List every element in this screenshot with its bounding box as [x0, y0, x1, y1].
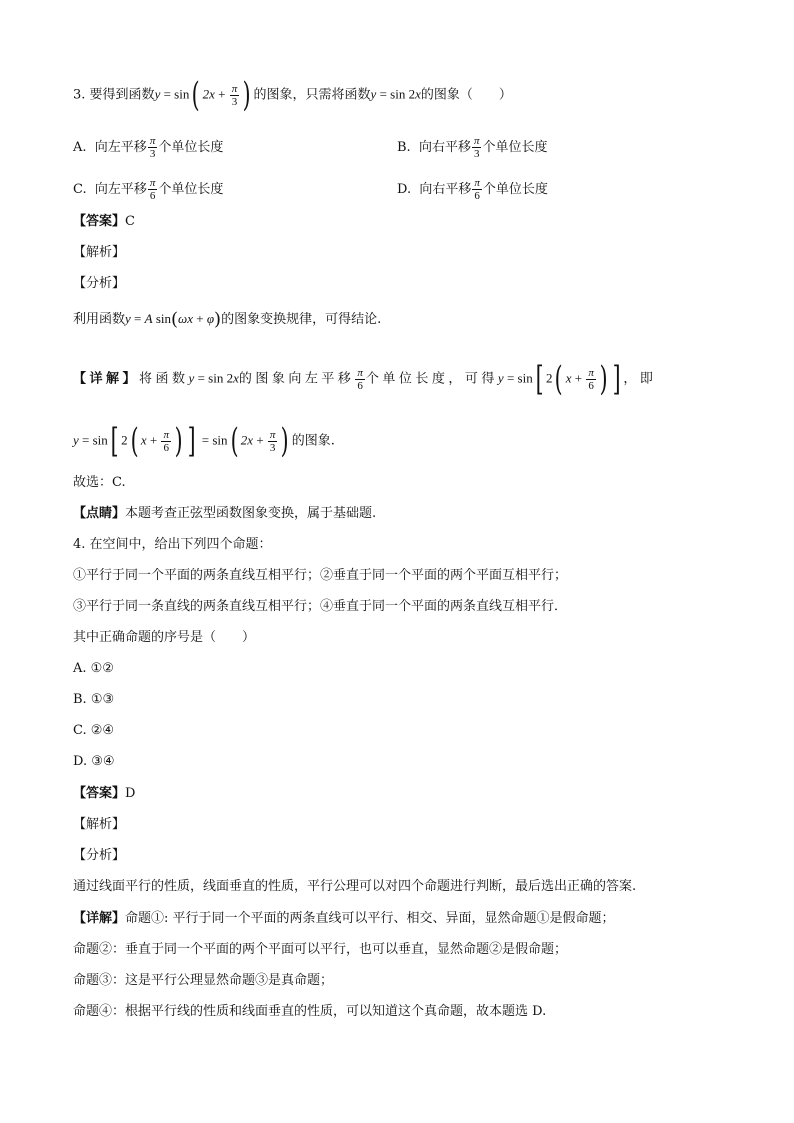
q4-fenxi-tag: 【分析】 [73, 848, 126, 863]
q3-number: 3. [73, 87, 86, 103]
q3-detail-line1: 【详解】将函数y = sin 2x的图象向左平移 $\frac{\pi}{6}$ 个单位长度，可得y = sin[ 2( x + $\frac{\pi}{6}$ ) ] ，即 [73, 359, 657, 399]
q3-target-function: y [154, 86, 161, 102]
q4-line1: ①平行于同一个平面的两条直线互相平行；②垂直于同一个平面的两个平面互相平行； [73, 568, 568, 583]
q3-choose: 故选：C. [73, 475, 126, 490]
q3-option-b: B. 向右平移 $\frac{\pi}{3}$ 个单位长度 [397, 135, 548, 160]
q4-detail2: 命题②：垂直于同一个平面的两个平面可以平行，也可以垂直，显然命题②是假命题； [73, 942, 568, 957]
q4-option-a: A. ①② [73, 661, 114, 676]
q4-question: 其中正确命题的序号是（ ） [73, 630, 256, 645]
q4-detail1: 【详解】命题①: 平行于同一个平面的两条直线可以平行、相交、异面，显然命题①是假命题； [73, 911, 615, 926]
q3-stem-a: 要得到函数 [89, 87, 155, 103]
q4-option-c: C. ②④ [73, 723, 115, 738]
q3-option-a: A. 向左平移 $\frac{\pi}{3}$ 个单位长度 [73, 135, 224, 160]
q4-option-d: D. ③④ [73, 754, 115, 769]
q4-analysis-tag: 【解析】 [73, 817, 126, 832]
q3-option-c: C. 向左平移 $\frac{\pi}{6}$ 个单位长度 [73, 177, 224, 202]
q4-answer: 【答案】D [73, 786, 136, 801]
q3-stem-c: 的图象（ ） [420, 87, 512, 103]
q4-detail3: 命题③：这是平行公理显然命题③是真命题； [73, 973, 334, 988]
q4-fenxi: 通过线面平行的性质，线面垂直的性质，平行公理可以对四个命题进行判断，最后选出正确的答案. [73, 879, 637, 894]
q3-comment: 【点睛】本题考查正弦型函数图象变换，属于基础题. [73, 506, 377, 521]
q4-option-b: B. ①③ [73, 692, 115, 707]
q4-line2: ③平行于同一条直线的两条直线互相平行；④垂直于同一个平面的两条直线互相平行． [73, 599, 568, 614]
q3-source-function: y [370, 86, 377, 102]
q3-answer: 【答案】C [73, 214, 135, 229]
q3-analysis-tag: 【解析】 [73, 245, 126, 260]
q3-option-d: D. 向右平移 $\frac{\pi}{6}$ 个单位长度 [397, 177, 548, 202]
q4-detail4: 命题④：根据平行线的性质和线面垂直的性质，可以知道这个真命题，故本题选 D. [73, 1004, 547, 1019]
q3-detail-line2: y = sin[ 2( x + $\frac{\pi}{6}$ ) ] = sin( 2x + $\frac{\pi}{3}$ ) 的图象. [73, 421, 335, 461]
q3-stem: 3. 要得到函数y = sin( 2x + $\frac{\pi}{3}$ ) 的图象，只需将函数y = sin 2x的图象（ ） [73, 75, 512, 115]
q3-stem-b: 的图象，只需将函数 [253, 87, 371, 103]
q3-fenxi: 利用函数y = A sin(ωx + φ)的图象变换规律，可得结论. [73, 308, 382, 330]
q3-fenxi-tag: 【分析】 [73, 276, 126, 291]
q4-stem: 4. 在空间中，给出下列四个命题： [73, 537, 272, 552]
